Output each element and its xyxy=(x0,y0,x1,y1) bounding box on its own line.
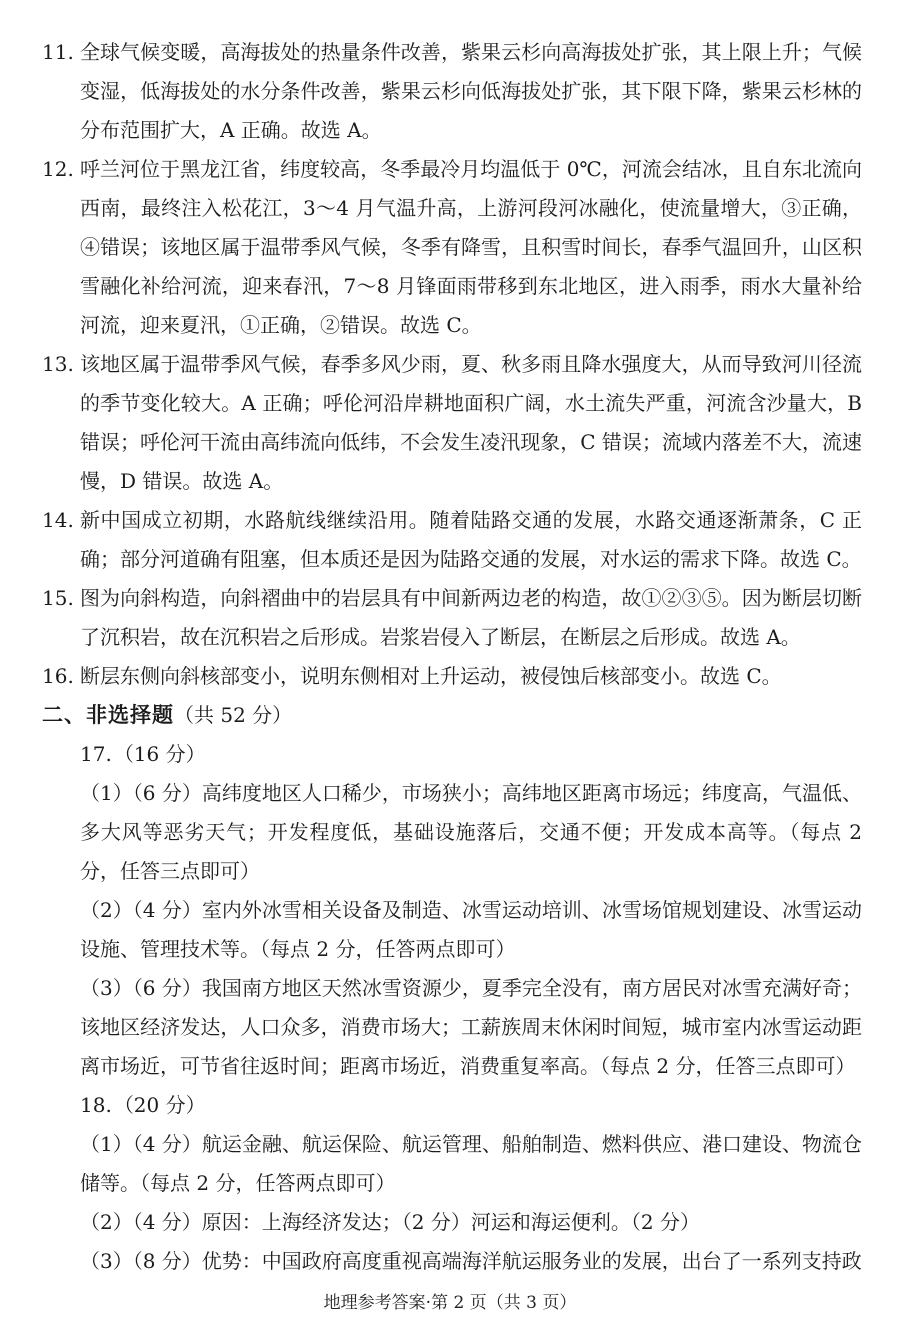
item-number: 15. xyxy=(42,586,74,610)
answer-item-12 xyxy=(42,150,862,345)
answer-item-13 xyxy=(42,345,862,501)
item-text: 图为向斜构造，向斜褶曲中的岩层具有中间新两边老的构造，故①②③⑤。因为断层切断了沉积岩，故在沉积岩之后形成。岩浆岩侵入了断层，在断层之后形成。故选 A。 xyxy=(80,586,862,649)
item-number: 16. xyxy=(42,664,74,688)
item-number: 13. xyxy=(42,352,74,376)
item-text: 全球气候变暖，高海拔处的热量条件改善，紫果云杉向高海拔处扩张，其上限上升；气候变湿，低海拔处的水分条件改善，紫果云杉向低海拔处扩张，其下限下降，紫果云杉林的分布范围扩大，A 正确。故选 A。 xyxy=(80,40,862,142)
item-number: 17. xyxy=(80,742,112,766)
question-head xyxy=(80,1086,862,1125)
answer-part-3: （3）（6 分）我国南方地区天然冰雪资源少，夏季完全没有，南方居民对冰雪充满好奇；该地区经济发达，人口众多，消费市场大；工薪族周末休闲时间短，城市室内冰雪运动距离市场近，可节省往返时间；距离市场近，消费重复率高。（每点 2 分，任答三点即可） xyxy=(80,976,862,1078)
answer-list xyxy=(42,33,862,1281)
item-number: 12. xyxy=(42,157,74,181)
item-number: 14. xyxy=(42,508,74,532)
section-heading xyxy=(42,696,862,735)
footer-text: 地理参考答案·第 2 页（共 3 页） xyxy=(323,1293,577,1313)
question-score: （20 分） xyxy=(113,1093,206,1117)
answer-item-14 xyxy=(42,501,862,579)
section-title: 二、非选择题 xyxy=(42,704,174,727)
item-text: 该地区属于温带季风气候，春季多风少雨，夏、秋多雨且降水强度大，从而导致河川径流的季节变化较大。A 正确；呼伦河沿岸耕地面积广阔，水土流失严重，河流含沙量大，B 错误；呼伦河干流由高纬流向低纬，不会发生凌汛现象，C 错误；流域内落差不大，流速慢，D 错误。故选 A。 xyxy=(80,352,862,493)
answer-part-2: （2）（4 分）原因：上海经济发达；（2 分）河运和海运便利。（2 分） xyxy=(80,1210,700,1234)
item-number: 18. xyxy=(80,1093,112,1117)
answer-item-18 xyxy=(42,1086,862,1281)
answer-part-1: （1）（6 分）高纬度地区人口稀少，市场狭小；高纬地区距离市场远；纬度高，气温低、多大风等恶劣天气；开发程度低，基础设施落后，交通不便；开发成本高等。（每点 2 分，任答三点即可） xyxy=(80,781,862,883)
question-head xyxy=(80,735,862,774)
answer-part-1: （1）（4 分）航运金融、航运保险、航运管理、船舶制造、燃料供应、港口建设、物流仓储等。（每点 2 分，任答两点即可） xyxy=(80,1132,862,1195)
answer-part-2: （2）（4 分）室内外冰雪相关设备及制造、冰雪运动培训、冰雪场馆规划建设、冰雪运动设施、管理技术等。（每点 2 分，任答两点即可） xyxy=(80,898,862,961)
answer-part-3: （3）（8 分）优势：中国政府高度重视高端海洋航运服务业的发展，出台了一系列支持政 xyxy=(80,1249,862,1273)
item-text: 新中国成立初期，水路航线继续沿用。随着陆路交通的发展，水路交通逐渐萧条，C 正确；部分河道确有阻塞，但本质还是因为陆路交通的发展，对水运的需求下降。故选 C。 xyxy=(80,508,862,571)
answer-item-17 xyxy=(42,735,862,1086)
question-score: （16 分） xyxy=(113,742,206,766)
section-score: （共 52 分） xyxy=(174,703,293,727)
answer-item-16 xyxy=(42,657,862,696)
page-footer xyxy=(0,1292,900,1314)
item-number: 11. xyxy=(42,40,74,64)
answer-item-15 xyxy=(42,579,862,657)
answer-item-11 xyxy=(42,33,862,150)
item-text: 呼兰河位于黑龙江省，纬度较高，冬季最冷月均温低于 0℃，河流会结冰，且自东北流向西南，最终注入松花江，3～4 月气温升高，上游河段河冰融化，使流量增大，③正确，④错误；该地区属于温带季风气候，冬季有降雪，且积雪时间长，春季气温回升，山区积雪融化补给河流，迎来春汛，7～8 月锋面雨带移到东北地区，进入雨季，雨水大量补给河流，迎来夏汛，①正确，②错误。故选 C。 xyxy=(80,157,862,337)
item-text: 断层东侧向斜核部变小，说明东侧相对上升运动，被侵蚀后核部变小。故选 C。 xyxy=(80,664,782,688)
